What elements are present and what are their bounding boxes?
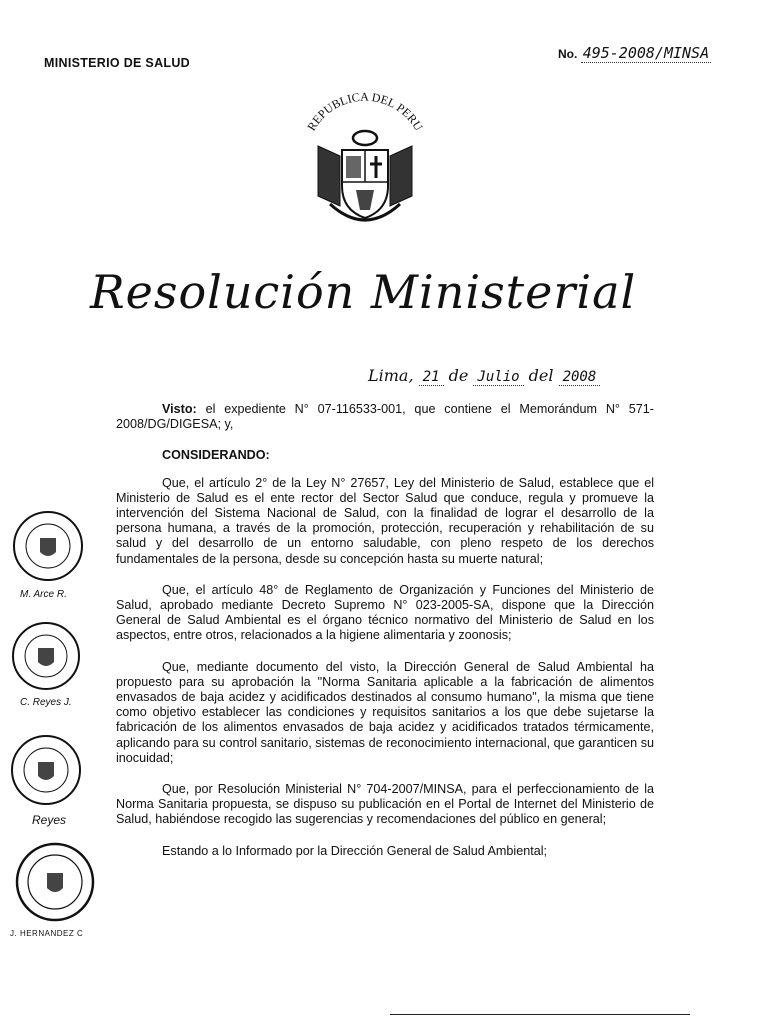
dateline-city: Lima, — [368, 366, 414, 385]
paragraph-estando: Estando a lo Informado por la Dirección General de Salud Ambiental; — [162, 843, 548, 858]
paragraph-rm-704: Que, por Resolución Ministerial N° 704-2007/MINSA, para el perfeccionamiento de la Norma Sanitaria propuesta, se dispuso su publicación en el Portal de Internet del Ministerio de Salud, habiéndose recogido las sugerencias y recomendaciones del público en general; — [116, 782, 654, 827]
national-seal-icon — [290, 86, 440, 236]
dateline-day: 21 — [419, 369, 444, 386]
ministry-name: MINISTERIO DE SALUD — [44, 56, 190, 70]
visto-paragraph — [116, 402, 654, 432]
paragraph-ley-27657: Que, el artículo 2° de la Ley N° 27657, Ley del Ministerio de Salud, establece que el Ministerio de Salud es el ente rector del Sector Salud que conduce, regula y promueve la intervención del Sistema Nacional de Salud, con la finalidad de lograr el desarrollo de la persona humana, a través de la promoción, protección, recuperación y rehabilitación de su salud y del desarrollo de un entorno saludable, con pleno respeto de los derechos fundamentales de la persona, desde su concepción hasta su muerte natural; — [116, 475, 654, 566]
resolution-number — [558, 44, 711, 62]
stamp-1 — [6, 508, 96, 600]
dateline-de: de — [448, 366, 469, 385]
paragraph-articulo-48: Que, el artículo 48° de Reglamento de Organización y Funciones del Ministerio de Salud, aprobado mediante Decreto Supremo N° 023-2005-SA, dispone que la Dirección General de Salud Ambiental es el órgano técnico normativo del Ministerio de Salud en los aspectos, entre otros, relacionados a la higiene alimentaria y zoonosis; — [116, 582, 654, 643]
ministry-stamp-icon — [4, 620, 88, 692]
number-value: 495-2008/MINSA — [582, 44, 710, 62]
stamp-4 — [10, 840, 110, 938]
ministry-stamp-icon — [6, 508, 90, 584]
dateline-month: Julio — [473, 369, 523, 386]
ministry-stamp-icon — [4, 732, 88, 808]
paragraph-norma-sanitaria: Que, mediante documento del visto, la Dirección General de Salud Ambiental ha propuesto para su aprobación la "Norma Sanitaria aplicable a la fabricación de alimentos envasados de baja acidez y acidificados destinados al consumo humano", la misma que tiene como objetivo establecer las condiciones y requisitos sanitarios a los que debe sujetarse la fabricación de los alimentos envasados de baja acidez y acidificados tratados térmicamente, aplicando para su control sanitario, sistemas de reconocimiento internacional, que garanticen su inocuidad; — [116, 659, 654, 765]
stamp-1-name: M. Arce R. — [20, 589, 67, 600]
dateline-year: 2008 — [559, 369, 601, 386]
stamp-2 — [4, 620, 94, 708]
document-title: Resolución Ministerial — [90, 265, 637, 319]
dateline-del: del — [528, 366, 554, 385]
number-prefix: No. — [558, 47, 578, 61]
stamp-3-name: Reyes — [32, 813, 67, 827]
footer-rule — [390, 1014, 690, 1015]
stamp-3 — [4, 732, 94, 827]
stamp-4-name: J. HERNANDEZ C — [10, 929, 84, 938]
dateline — [368, 366, 600, 385]
ministry-stamp-icon — [10, 840, 100, 924]
considerando-heading: CONSIDERANDO: — [162, 448, 270, 463]
document-body — [116, 402, 654, 875]
visto-label: Visto: — [162, 402, 197, 416]
stamp-2-name: C. Reyes J. — [20, 697, 72, 708]
seal-text: REPUBLICA DEL PERU — [304, 89, 426, 134]
visto-text: el expediente N° 07-116533-001, que contiene el Memorándum N° 571-2008/DG/DIGESA; y, — [116, 402, 655, 432]
